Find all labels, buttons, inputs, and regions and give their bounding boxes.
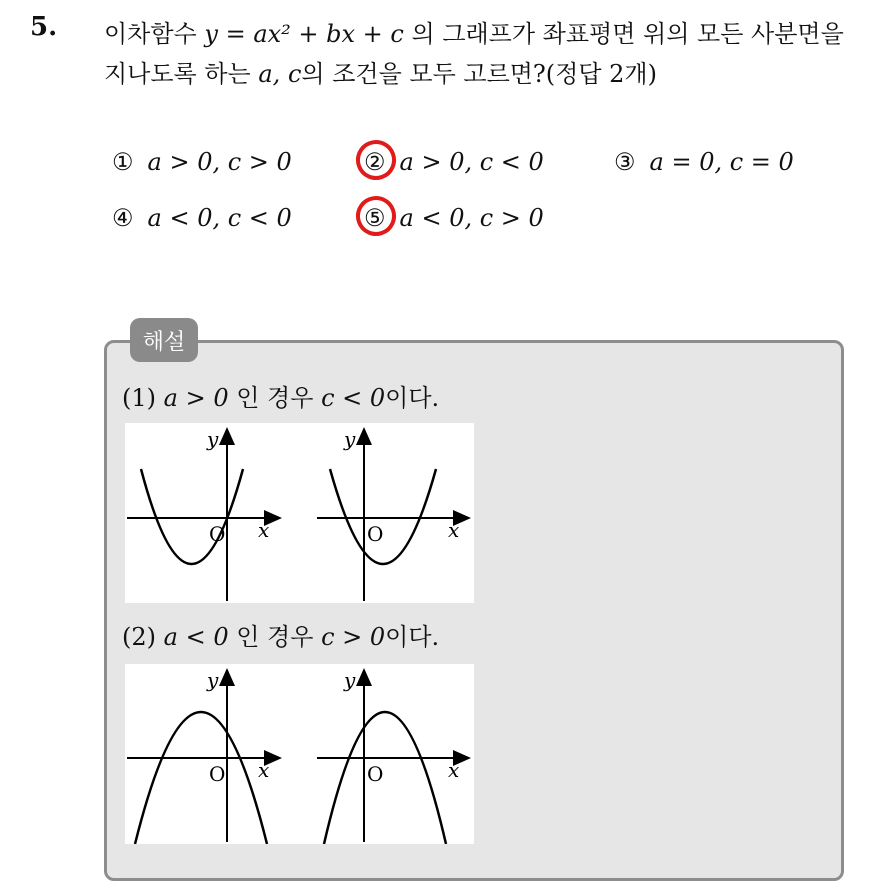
x-label: x [258, 518, 270, 542]
question-number: 5. [30, 12, 58, 42]
question-text: 의 그래프가 좌표평면 위의 모든 사분면을 [411, 20, 844, 48]
choice-text: a < 0, c > 0 [399, 204, 544, 232]
parabola-curve [324, 712, 446, 844]
choice-4[interactable] [112, 204, 292, 232]
case-text: 인 경우 [236, 623, 314, 651]
y-label: y [207, 668, 219, 692]
origin-label: O [367, 762, 384, 786]
case-1-condition [122, 378, 439, 413]
case-text: 이다. [385, 384, 440, 412]
case-2-condition [122, 617, 439, 652]
y-label: y [344, 668, 356, 692]
question-text: 의 조건을 모두 고르면?(정답 2개) [301, 60, 657, 88]
y-label: y [344, 427, 356, 451]
origin-label: O [367, 522, 384, 546]
choice-text: a = 0, c = 0 [649, 148, 794, 176]
x-label: x [258, 758, 270, 782]
case-number: (2) [122, 623, 156, 651]
answer-circle-mark [350, 134, 401, 185]
condition-c: c < 0 [321, 384, 386, 412]
y-label: y [207, 427, 219, 451]
choice-number: ③ [614, 148, 636, 176]
explanation-tag: 해설 [130, 318, 198, 362]
condition-c: c > 0 [321, 623, 386, 651]
answer-circle-mark [350, 190, 401, 241]
choice-number: ① [112, 148, 134, 176]
choice-1[interactable] [112, 148, 292, 176]
variables: a, c [258, 60, 302, 88]
graph-panel-case-2 [125, 664, 474, 844]
x-label: x [448, 518, 460, 542]
origin-label: O [209, 522, 226, 546]
choice-3[interactable] [614, 148, 794, 176]
choice-text: a > 0, c < 0 [399, 148, 544, 176]
condition-a: a > 0 [163, 384, 229, 412]
question-text: 이차함수 [104, 20, 197, 48]
question-line-2 [104, 54, 657, 89]
question-text: 지나도록 하는 [104, 60, 251, 88]
choice-number: ④ [112, 204, 134, 232]
case-1-graphs [125, 423, 474, 603]
case-number: (1) [122, 384, 156, 412]
choice-number: ② [364, 148, 386, 176]
question-line-1 [104, 14, 844, 49]
choice-text: a < 0, c < 0 [147, 204, 292, 232]
x-label: x [448, 758, 460, 782]
case-2-graphs [125, 664, 474, 844]
graph-panel-case-1 [125, 423, 474, 603]
choice-text: a > 0, c > 0 [147, 148, 292, 176]
case-text: 인 경우 [236, 384, 314, 412]
case-text: 이다. [385, 623, 440, 651]
parabola-curve [330, 469, 436, 564]
origin-label: O [209, 762, 226, 786]
parabola-curve [135, 712, 270, 844]
condition-a: a < 0 [163, 623, 229, 651]
equation: y = ax² + bx + c [204, 20, 404, 48]
choice-number: ⑤ [364, 204, 386, 232]
